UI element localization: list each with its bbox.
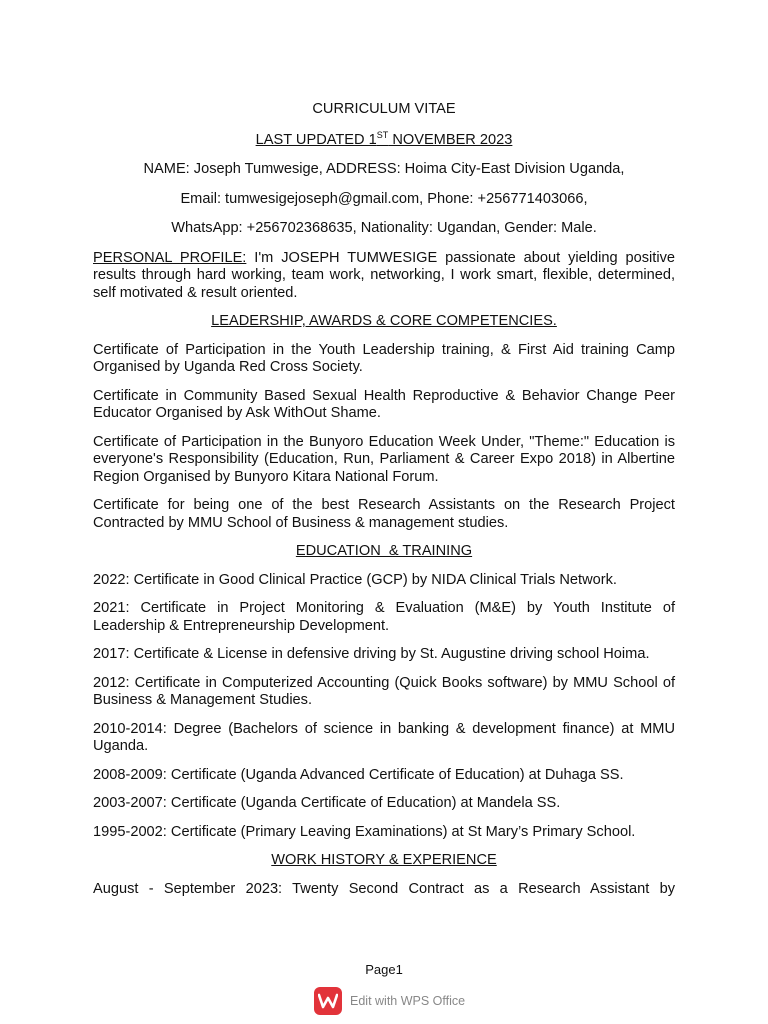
education-entry: [93, 600, 675, 635]
leadership-item: Certificate for being one of the best Research Assistants on the Research Project Contracted by MMU School of Business & management studies.: [93, 497, 675, 531]
leadership-item: Certificate in Community Based Sexual Health Reproductive & Behavior Change Peer Educator Organised by Ask WithOut Shame.: [93, 387, 675, 421]
education-text: Certificate in Computerized Accounting (Quick Books software) by MMU School of Business & Management Studies.: [93, 674, 675, 708]
wps-logo-icon: [314, 987, 342, 1015]
personal-profile: [93, 250, 675, 303]
leadership-heading: LEADERSHIP, AWARDS & CORE COMPETENCIES.: [211, 313, 557, 329]
leadership-item: Certificate of Participation in the Bunyoro Education Week Under, "Theme:" Education is everyone's Responsibility (Education, Run, Parliament & Career Expo 2018) in Albertine Region Organised by Bunyoro Kitara National Forum.: [93, 433, 675, 485]
education-heading: EDUCATION & TRAINING: [295, 543, 473, 559]
education-text: Certificate in Project Monitoring & Evaluation (M&E) by Youth Institute of Leadership & Entrepreneurship Development.: [93, 600, 675, 634]
education-entry: [93, 721, 675, 756]
education-entry: [93, 646, 675, 664]
education-text: Certificate (Uganda Advanced Certificate of Education) at Duhaga SS.: [166, 766, 624, 783]
leadership-item: Certificate of Participation in the Youth Leadership training, & First Aid training Camp Organised by Uganda Red Cross Society.: [93, 341, 675, 375]
education-entry: [93, 767, 675, 785]
education-entry: [93, 824, 675, 842]
last-updated-prefix: LAST UPDATED 1: [255, 131, 377, 148]
education-text: Certificate & License in defensive driving by St. Augustine driving school Hoima.: [129, 646, 650, 662]
education-year: 2021:: [93, 600, 130, 616]
page-number: Page1: [365, 962, 403, 977]
education-year: 1995-2002:: [93, 823, 167, 840]
work-text: Twenty Second Contract as a Research Assistant by: [282, 880, 675, 897]
work-entry: [93, 881, 675, 899]
education-year: 2017:: [93, 646, 130, 662]
contact-line-email-phone: Email: tumwesigejoseph@gmail.com, Phone: +256771403066,: [180, 190, 588, 207]
personal-profile-text: I'm JOSEPH TUMWESIGE passionate about yielding positive results through hard working, team work, networking, I work smart, flexible, determined, self motivated & result oriented.: [93, 249, 675, 301]
education-year: 2010-2014:: [93, 720, 167, 737]
wps-watermark[interactable]: [314, 986, 465, 1016]
education-year: 2008-2009:: [93, 766, 167, 783]
work-period: August - September 2023:: [93, 880, 283, 897]
education-text: Certificate (Uganda Certificate of Education) at Mandela SS.: [166, 795, 561, 811]
work-heading: WORK HISTORY & EXPERIENCE: [271, 852, 497, 868]
last-updated-suffix: NOVEMBER 2023: [388, 131, 513, 148]
wps-watermark-text: Edit with WPS Office: [350, 994, 466, 1008]
education-entry: [93, 675, 675, 710]
contact-line-whatsapp: WhatsApp: +256702368635, Nationality: Ugandan, Gender: Male.: [171, 220, 597, 236]
cv-title: CURRICULUM VITAE: [312, 101, 456, 117]
education-year: 2022:: [93, 571, 130, 588]
last-updated: [93, 129, 675, 150]
education-text: Degree (Bachelors of science in banking & development finance) at MMU Uganda.: [93, 720, 675, 754]
education-year: 2003-2007:: [93, 795, 167, 811]
education-entry: [93, 572, 675, 590]
education-text: Certificate (Primary Leaving Examinations) at St Mary’s Primary School.: [166, 823, 636, 840]
personal-profile-label: PERSONAL PROFILE:: [93, 249, 247, 266]
wps-w-glyph-icon: [318, 993, 338, 1009]
cv-content: [93, 101, 675, 898]
contact-line-name-address: NAME: Joseph Tumwesige, ADDRESS: Hoima City-East Division Uganda,: [143, 161, 625, 177]
last-updated-superscript: ST: [376, 129, 389, 140]
education-entry: [93, 795, 675, 813]
education-year: 2012:: [93, 674, 130, 691]
education-text: Certificate in Good Clinical Practice (GCP) by NIDA Clinical Trials Network.: [129, 571, 617, 588]
